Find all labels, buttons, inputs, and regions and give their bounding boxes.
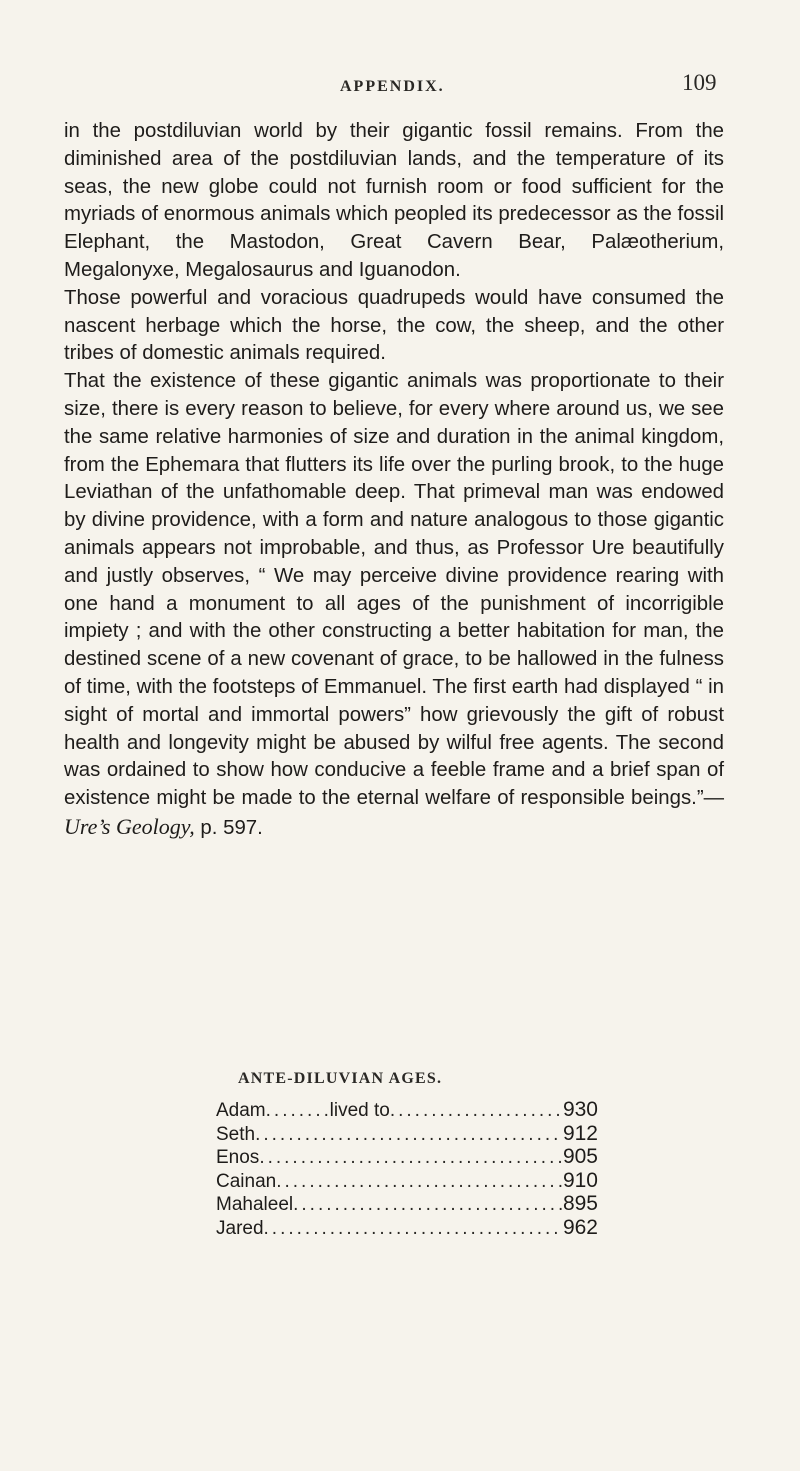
citation-page: p. 597. [194,816,263,839]
page-number: 109 [682,70,717,95]
ages-table [216,1098,598,1239]
age-name: Mahaleel [216,1194,294,1215]
dot-leader [276,1171,563,1193]
running-head: APPENDIX. [340,78,445,95]
dot-leader [264,1218,563,1240]
age-value: 895 [562,1192,598,1215]
age-row [216,1098,598,1122]
age-name: Adam [216,1100,266,1121]
lived-to-label: lived to [329,1100,390,1121]
dot-leader [255,1124,563,1146]
age-value: 912 [562,1121,598,1145]
dot-leader [390,1100,563,1122]
age-row [216,1169,598,1193]
ages-table-title: ANTE-DILUVIAN AGES. [238,1070,443,1087]
age-name: Seth [216,1123,256,1145]
paragraph-2: Those powerful and voracious quadrupeds would have consumed the nascent herbage which the horse, the cow, the sheep, and the other tribes of domestic animals required. [64,286,724,365]
paragraph-3-text: That the existence of these gigantic animals was proportionate to their size, there is every reason to believe, for every where around us, we see the same relative harmonies of size and duration in the animal kingdom, from the Ephemara that flutters its life over the purling brook, to the huge Leviathan of the unfathomable deep. That primeval man was endowed by divine providence, with a form and nature analogous to those gigantic animals appears not improbable, and thus, as Professor Ure beautifully and justly observes, “ We may perceive divine providence rearing with one hand a monument to all ages of the punishment of incorrigible impiety ; and with the other constructing a better habitation for man, the destined scene of a new covenant of grace, to be hallowed in the fulness of time, with the footsteps of Emmanuel. The first earth had displayed “ in sight of mortal and immortal powers” how grievously the gift of robust health and longevity might be abused by wilful free agents. The second was ordained to show how conducive a feeble frame and a brief span of existence might be made to the eternal welfare of responsible beings.”— [64,370,724,810]
body-text [64,118,724,843]
paragraph-1: in the postdiluvian world by their gigantic fossil remains. From the diminished area of the postdiluvian lands, and the temperature of its seas, the new globe could not furnish room or food sufficient for the myriads of enormous animals which peopled its predecessor as the fossil Elephant, the Mastodon, Great Cavern Bear, Palæotherium, Megalonyxe, Megalosaurus and Iguanodon. [64,120,724,281]
dot-leader [293,1194,563,1216]
dot-leader [259,1147,563,1169]
paragraph-3 [64,368,724,843]
age-row [216,1122,598,1146]
age-value: 962 [562,1215,598,1239]
age-value: 910 [562,1168,598,1192]
age-name: Enos [216,1147,260,1168]
age-value: 930 [562,1098,598,1121]
citation-work: Ure’s Geology, [64,813,195,839]
age-name: Jared [216,1217,264,1239]
age-row [216,1192,598,1216]
age-row [216,1145,598,1169]
age-row [216,1216,598,1240]
dot-leader [266,1100,330,1122]
age-name: Cainan [216,1170,277,1192]
age-value: 905 [562,1145,598,1168]
